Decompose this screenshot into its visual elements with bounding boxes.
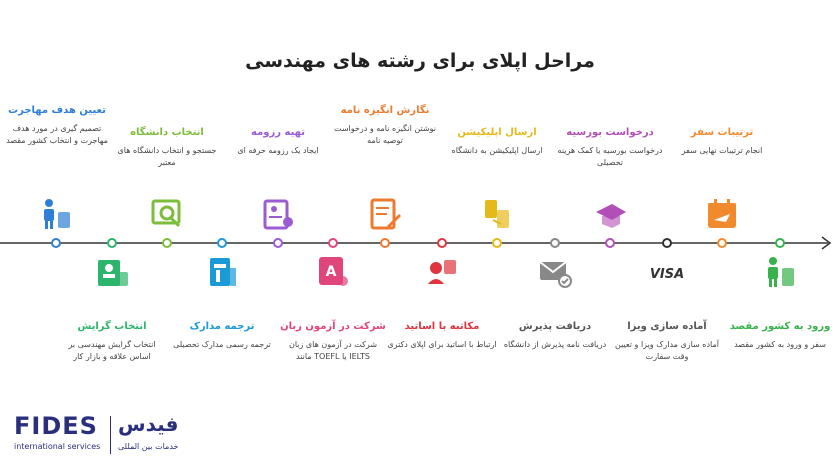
visa-icon (649, 254, 685, 290)
logo-brand-fa: فیدس (118, 412, 179, 436)
send-documents-icon (479, 196, 515, 232)
top-4-step (330, 104, 440, 147)
bottom-3-timeline-dot (550, 238, 560, 248)
step-heading: ترجمه مدارک (189, 321, 255, 332)
language-test-icon (315, 254, 351, 290)
top-3-step (442, 126, 552, 157)
step-description: انتخاب گرایش مهندسی بر اساس علاقه و بازار کار (68, 340, 156, 361)
top-2-step (555, 126, 665, 169)
step-heading: ترتیبات سفر (690, 127, 754, 138)
translation-icon (204, 254, 240, 290)
logo-brand-fa-sub: خدمات بین المللی (118, 442, 179, 451)
bottom-1-step (725, 320, 835, 351)
contact-professor-icon (424, 254, 460, 290)
bottom-4-timeline-dot (437, 238, 447, 248)
step-description: درخواست بورسیه یا کمک هزینه تحصیلی (557, 146, 663, 167)
bottom-2-timeline-dot (662, 238, 672, 248)
top-5-step (223, 126, 333, 157)
bottom-6-step (167, 320, 277, 351)
top-1-timeline-dot (717, 238, 727, 248)
top-7-timeline-dot (51, 238, 61, 248)
bottom-5-step (278, 320, 388, 363)
bottom-1-timeline-dot (775, 238, 785, 248)
step-description: شرکت در آزمون های زبان IELTS یا TOEFL مانند (288, 340, 378, 361)
step-heading: شرکت در آزمون زبان (280, 321, 386, 332)
page-title: مراحل اپلای برای رشته های مهندسی (245, 50, 595, 72)
resume-icon (260, 196, 296, 232)
bottom-5-timeline-dot (328, 238, 338, 248)
step-description: نوشتن انگیزه نامه و درخواست توصیه نامه (333, 124, 436, 145)
step-heading: مکاتبه با اساتید (404, 321, 480, 332)
step-heading: آماده سازی ویزا (627, 321, 707, 332)
step-heading: درخواست بورسیه (566, 127, 654, 138)
top-7-step (2, 104, 112, 147)
step-heading: تعیین هدف مهاجرت (8, 105, 106, 116)
svg-text:A: A (325, 264, 337, 280)
top-2-timeline-dot (605, 238, 615, 248)
bottom-6-timeline-dot (217, 238, 227, 248)
step-description: دریافت نامه پذیرش از دانشگاه (503, 340, 607, 349)
fides-logo (14, 412, 219, 458)
specialization-icon (94, 254, 130, 290)
step-description: ارسال اپلیکیشن به دانشگاه (451, 146, 543, 155)
bottom-3-step (500, 320, 610, 351)
graduation-cap-icon (592, 196, 628, 232)
step-description: انجام ترتیبات نهایی سفر (681, 146, 763, 155)
step-heading: انتخاب گرایش (77, 321, 147, 332)
logo-separator (110, 416, 111, 454)
top-3-timeline-dot (492, 238, 502, 248)
step-description: تصمیم گیری در مورد هدف مهاجرت و انتخاب کشور مقصد (6, 124, 108, 145)
step-description: سفر و ورود به کشور مقصد (734, 340, 826, 349)
step-heading: نگارش انگیزه نامه (340, 105, 430, 116)
step-heading: تهیه رزومه (251, 127, 305, 138)
step-description: جستجو و انتخاب دانشگاه های معتبر (117, 146, 217, 167)
step-heading: ورود به کشور مقصد (729, 321, 831, 332)
step-heading: دریافت پذیرش (518, 321, 592, 332)
calendar-plane-icon (704, 196, 740, 232)
step-description: ترجمه رسمی مدارک تحصیلی (173, 340, 271, 349)
step-description: ارتباط با اساتید برای اپلای دکتری (387, 340, 497, 349)
step-description: ایجاد یک رزومه حرفه ای (237, 146, 319, 155)
writing-letter-icon (367, 196, 403, 232)
logo-brand-sub: international services (14, 442, 101, 451)
step-heading: انتخاب دانشگاه (130, 127, 204, 138)
top-1-step (667, 126, 777, 157)
top-4-timeline-dot (380, 238, 390, 248)
step-description: آماده سازی مدارک ویزا و تعیین وقت سفارت (614, 340, 719, 361)
step-heading: ارسال اپلیکیشن (457, 127, 537, 138)
top-6-step (112, 126, 222, 169)
top-6-timeline-dot (162, 238, 172, 248)
arrival-icon (762, 254, 798, 290)
top-5-timeline-dot (273, 238, 283, 248)
bottom-2-step (612, 320, 722, 363)
logo-brand: FIDES (14, 412, 98, 440)
traveler-icon (38, 196, 74, 232)
svg-text:VISA: VISA (649, 267, 685, 282)
bottom-7-timeline-dot (107, 238, 117, 248)
mail-check-icon (537, 254, 573, 290)
bottom-4-step (387, 320, 497, 351)
search-university-icon (149, 196, 185, 232)
bottom-7-step (57, 320, 167, 363)
